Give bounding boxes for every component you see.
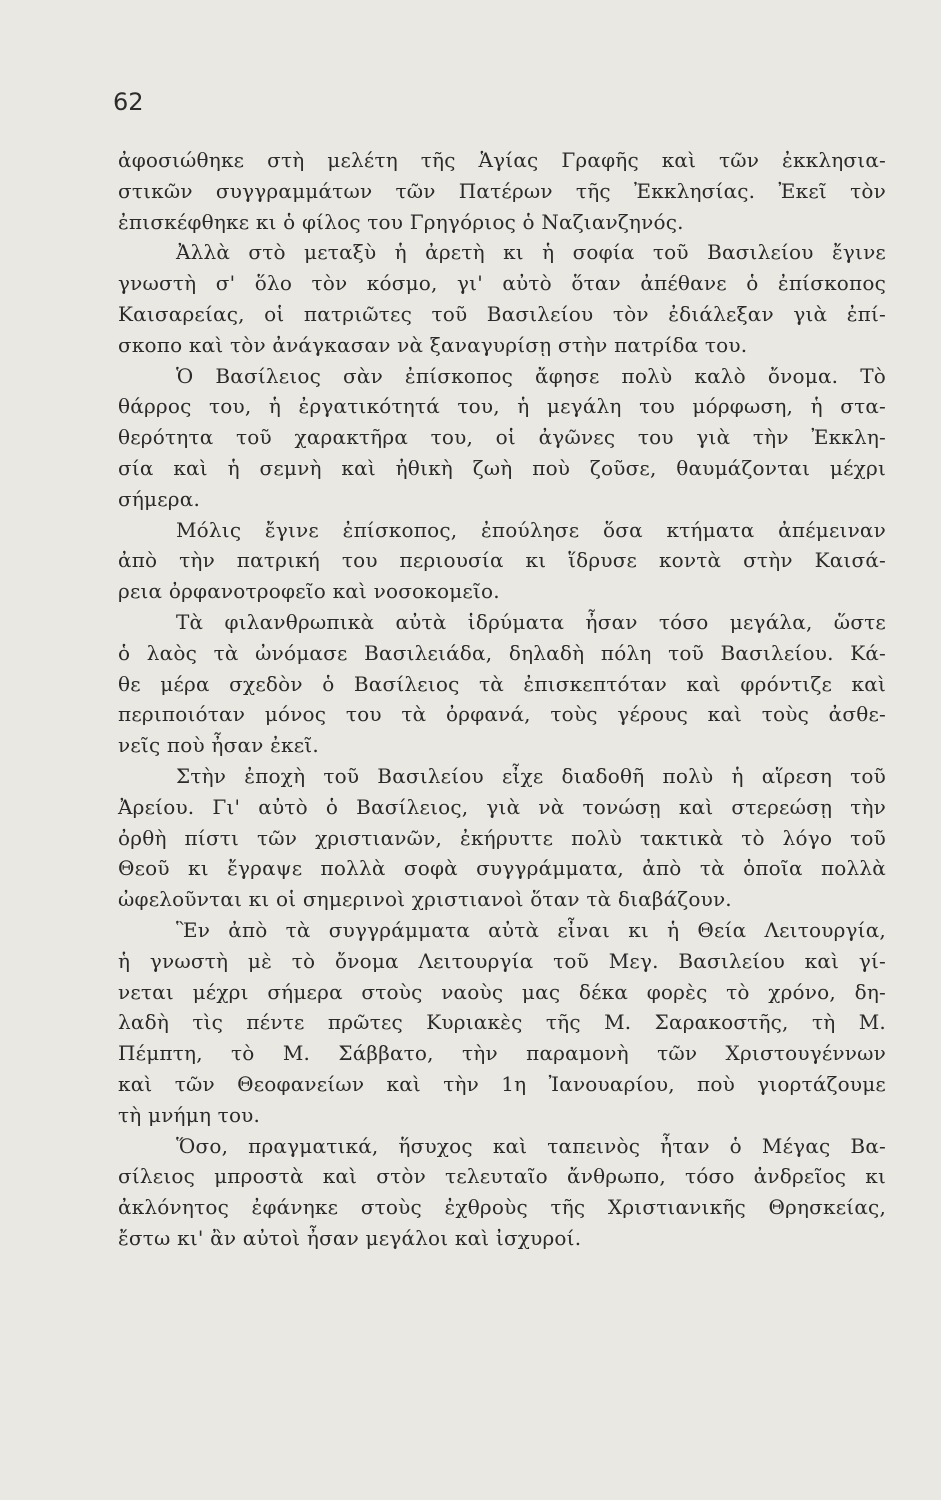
text-line: ὀρθὴ πίστι τῶν χριστιανῶν, ἐκήρυττε πολὺ τακτικὰ τὸ λόγο τοῦ xyxy=(118,825,886,850)
text-line: στικῶν συγγραμμάτων τῶν Πατέρων τῆς Ἐκκλησίας. Ἐκεῖ τὸν xyxy=(118,178,886,203)
text-line: ἔστω κι' ἂν αὐτοὶ ἦσαν μεγάλοι καὶ ἰσχυροί. xyxy=(118,1225,582,1250)
text-line: Ἀλλὰ στὸ μεταξὺ ἡ ἀρετὴ κι ἡ σοφία τοῦ Βασιλείου ἔγινε xyxy=(176,240,886,265)
text-line: θερότητα τοῦ χαρακτῆρα του, οἱ ἀγῶνες του γιὰ τὴν Ἐκκλη- xyxy=(118,425,886,450)
text-line: Ἀρείου. Γι' αὐτὸ ὁ Βασίλειος, γιὰ νὰ τονώσῃ καὶ στερεώσῃ τὴν xyxy=(118,794,886,819)
text-line: ἀπὸ τὴν πατρική του περιουσία κι ἵδρυσε κοντὰ στὴν Καισά- xyxy=(118,548,886,573)
body-text xyxy=(118,145,886,1254)
text-line: Καισαρείας, οἱ πατριῶτες τοῦ Βασιλείου τὸν ἐδιάλεξαν γιὰ ἐπί- xyxy=(118,301,886,326)
text-line: Ἓν ἀπὸ τὰ συγγράμματα αὐτὰ εἶναι κι ἡ Θεία Λειτουργία, xyxy=(176,917,886,942)
text-line: ἀφοσιώθηκε στὴ μελέτη τῆς Ἁγίας Γραφῆς καὶ τῶν ἐκκλησια- xyxy=(118,148,886,172)
text-line: γνωστὴ σ' ὅλο τὸν κόσμο, γι' αὐτὸ ὅταν ἀπέθανε ὁ ἐπίσκοπος xyxy=(118,271,886,296)
text-line: Πέμπτη, τὸ Μ. Σάββατο, τὴν παραμονὴ τῶν Χριστουγέννων xyxy=(118,1041,886,1066)
text-line: Ὅσο, πραγματικά, ἥσυχος καὶ ταπεινὸς ἦταν ὁ Μέγας Βα- xyxy=(176,1133,886,1158)
text-line: σία καὶ ἡ σεμνὴ καὶ ἠθικὴ ζωὴ ποὺ ζοῦσε, θαυμάζονται μέχρι xyxy=(118,455,886,480)
text-line: σκοπο καὶ τὸν ἀνάγκασαν νὰ ξαναγυρίσῃ στὴν πατρίδα του. xyxy=(118,332,748,357)
text-line: λαδὴ τὶς πέντε πρῶτες Κυριακὲς τῆς Μ. Σαρακοστῆς, τὴ Μ. xyxy=(118,1010,886,1035)
text-line: σίλειος μπροστὰ καὶ στὸν τελευταῖο ἄνθρωπο, τόσο ἀνδρεῖος κι xyxy=(118,1164,886,1189)
text-line: Τὰ φιλανθρωπικὰ αὐτὰ ἱδρύματα ἦσαν τόσο μεγάλα, ὥστε xyxy=(176,609,886,634)
text-line: ρεια ὀρφανοτροφεῖο καὶ νοσοκομεῖο. xyxy=(118,579,500,604)
text-line: Ὁ Βασίλειος σὰν ἐπίσκοπος ἄφησε πολὺ καλὸ ὄνομα. Τὸ xyxy=(176,363,886,388)
text-line: θάρρος του, ἡ ἐργατικότητά του, ἡ μεγάλη του μόρφωση, ἡ στα- xyxy=(118,394,886,419)
text-line: θε μέρα σχεδὸν ὁ Βασίλειος τὰ ἐπισκεπτόταν καὶ φρόντιζε καὶ xyxy=(118,671,886,696)
text-line: ὠφελοῦνται κι οἱ σημερινοὶ χριστιανοὶ ὅταν τὰ διαβάζουν. xyxy=(118,887,732,912)
text-line: καὶ τῶν Θεοφανείων καὶ τὴν 1η Ἰανουαρίου, ποὺ γιορτάζουμε xyxy=(118,1071,886,1096)
text-line: τὴ μνήμη του. xyxy=(118,1102,261,1127)
text-line: νεῖς ποὺ ἦσαν ἐκεῖ. xyxy=(118,733,319,758)
page-number: 62 xyxy=(113,88,144,116)
text-line: ἐπισκέφθηκε κι ὁ φίλος του Γρηγόριος ὁ Ναζιανζηνός. xyxy=(118,209,684,234)
text-line: περιποιόταν μόνος του τὰ ὀρφανά, τοὺς γέρους καὶ τοὺς ἀσθε- xyxy=(118,702,886,727)
text-line: ὁ λαὸς τὰ ὠνόμασε Βασιλειάδα, δηλαδὴ πόλη τοῦ Βασιλείου. Κά- xyxy=(118,640,886,665)
text-line: ἀκλόνητος ἐφάνηκε στοὺς ἐχθροὺς τῆς Χριστιανικῆς Θρησκείας, xyxy=(118,1195,886,1220)
text-line: Θεοῦ κι ἔγραψε πολλὰ σοφὰ συγγράμματα, ἀπὸ τὰ ὁποῖα πολλὰ xyxy=(118,856,886,881)
text-line: ἡ γνωστὴ μὲ τὸ ὄνομα Λειτουργία τοῦ Μεγ. Βασιλείου καὶ γί- xyxy=(118,948,886,973)
text-line: Στὴν ἐποχὴ τοῦ Βασιλείου εἶχε διαδοθῆ πολὺ ἡ αἵρεση τοῦ xyxy=(176,763,886,788)
text-line: σήμερα. xyxy=(118,486,201,511)
text-line: νεται μέχρι σήμερα στοὺς ναοὺς μας δέκα φορὲς τὸ χρόνο, δη- xyxy=(118,979,886,1004)
text-line: Μόλις ἔγινε ἐπίσκοπος, ἐπούλησε ὅσα κτήματα ἀπέμειναν xyxy=(176,517,886,542)
